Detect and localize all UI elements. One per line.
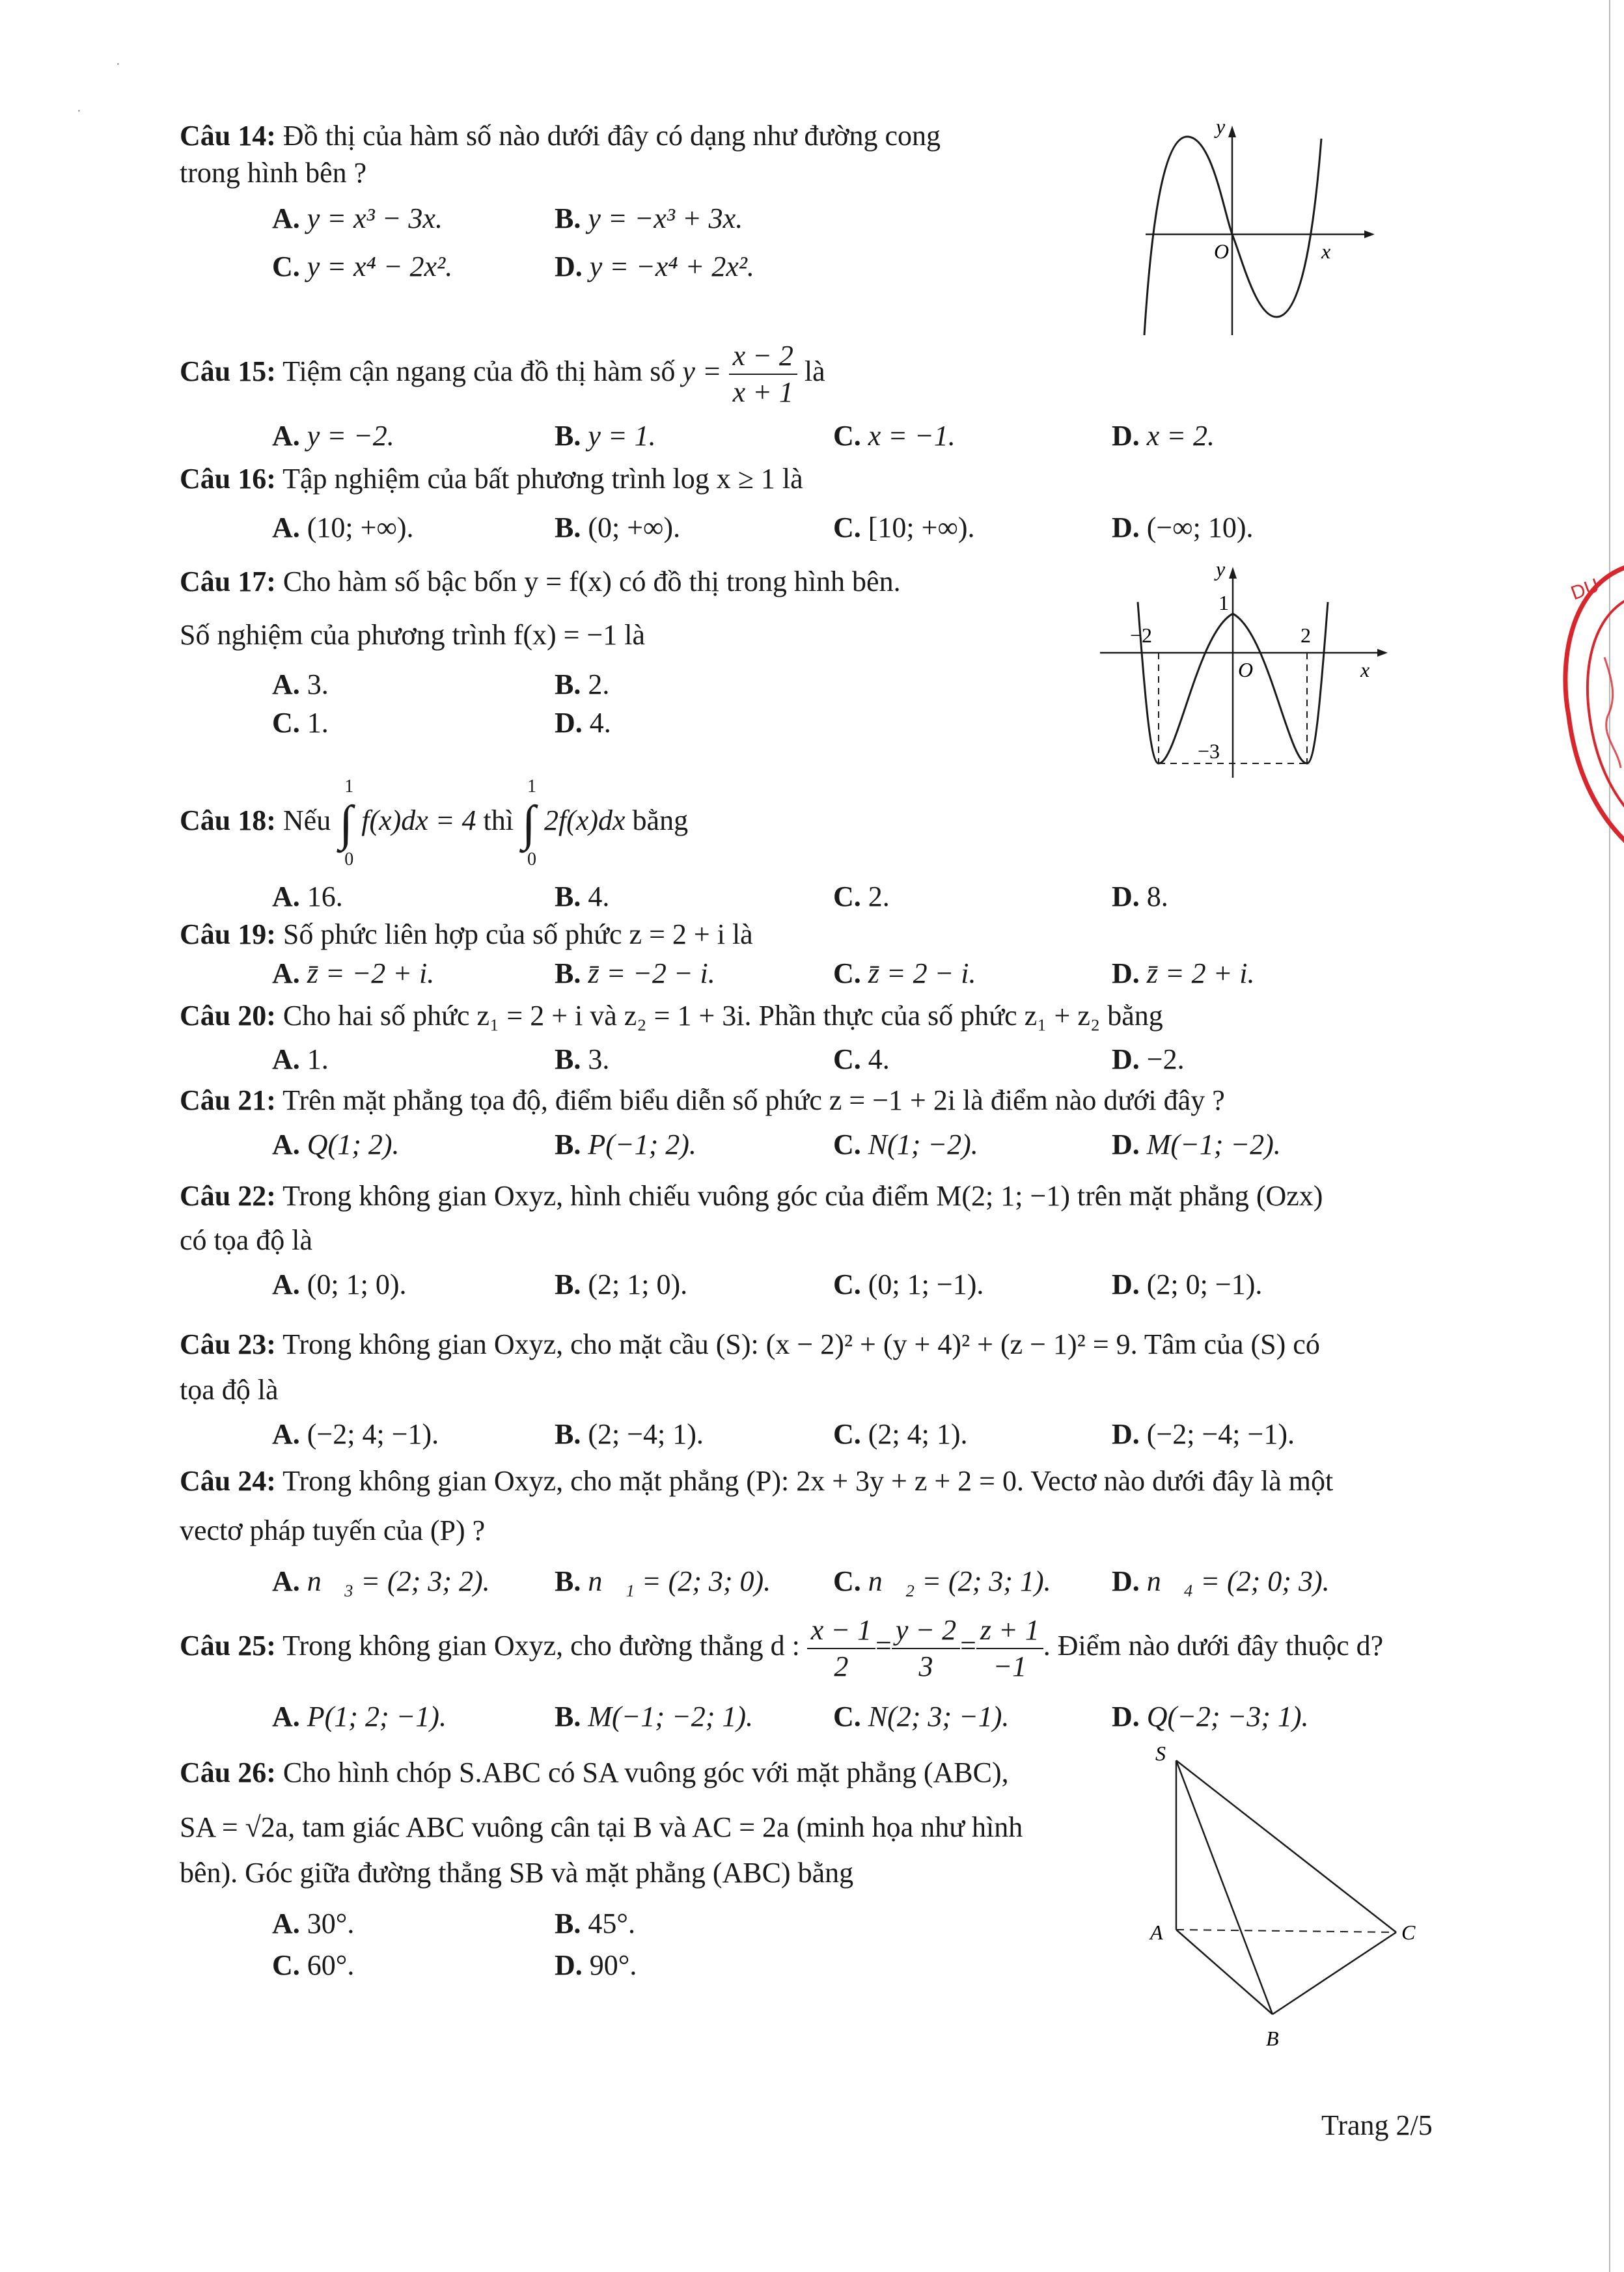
q23-label: Câu 23: xyxy=(180,1328,276,1360)
q14-option-c: C. y = x⁴ − 2x². xyxy=(272,251,453,282)
q17-option-d: D. 4. xyxy=(555,707,611,739)
q20-option-d: D. −2. xyxy=(1112,1043,1185,1075)
q14-text: Đồ thị của hàm số nào dưới đây có dạng như đường cong xyxy=(282,120,941,152)
q24-option-a: A. n⃗₃ = (2; 3; 2). xyxy=(272,1565,490,1597)
q17-option-c: C. 1. xyxy=(272,707,329,739)
q24-option-d: D. n⃗₄ = (2; 0; 3). xyxy=(1112,1565,1330,1597)
q25-fraction-3: $\frac{z + 1}{-1}$ xyxy=(976,1613,1043,1684)
q14-x-label: x xyxy=(1321,240,1331,263)
q18-option-c: C. 2. xyxy=(833,881,890,912)
q18-option-a: A. 16. xyxy=(272,881,343,912)
q26-option-b: B. 45°. xyxy=(555,1908,635,1939)
q24-label: Câu 24: xyxy=(180,1465,276,1497)
q25-option-b: B. M(−1; −2; 1). xyxy=(555,1701,754,1732)
q16-option-b: B. (0; +∞). xyxy=(555,512,681,543)
edge-BC xyxy=(1273,1932,1396,2014)
q22-stem-line2: có tọa độ là xyxy=(180,1224,313,1256)
q24-stem-line2: vectơ pháp tuyến của (P) ? xyxy=(180,1514,486,1546)
q15-option-a: A. y = −2. xyxy=(272,420,394,452)
q23-option-c: C. (2; 4; 1). xyxy=(833,1418,968,1450)
q14-option-a: A. y = x³ − 3x. xyxy=(272,202,443,234)
q20-option-a: A. 1. xyxy=(272,1043,329,1075)
page-edge-line xyxy=(1609,0,1610,2272)
edge-AB xyxy=(1176,1930,1273,2014)
q21-option-b: B. P(−1; 2). xyxy=(555,1129,696,1160)
q23-option-a: A. (−2; 4; −1). xyxy=(272,1418,439,1450)
q22-option-d: D. (2; 0; −1). xyxy=(1112,1268,1263,1300)
q25-option-d: D. Q(−2; −3; 1). xyxy=(1112,1701,1309,1732)
q23-stem-line1: Câu 23: Trong không gian Oxyz, cho mặt cầu (S): (x − 2)² + (y + 4)² + (z − 1)² = 9. Tâm của (S) có xyxy=(180,1328,1320,1360)
q21-stem: Câu 21: Trên mặt phẳng tọa độ, điểm biểu diễn số phức z = −1 + 2i là điểm nào dưới đây ? xyxy=(180,1084,1225,1116)
red-stamp-fragment xyxy=(1556,560,1624,859)
q19-option-d: D. z̄ = 2 + i. xyxy=(1112,957,1255,989)
q20-option-b: B. 3. xyxy=(555,1043,610,1075)
q17-option-b: B. 2. xyxy=(555,668,610,700)
q22-option-a: A. (0; 1; 0). xyxy=(272,1268,407,1300)
q14-label: Câu 14: xyxy=(180,120,276,152)
scan-dot: · xyxy=(77,104,81,118)
vertex-S: S xyxy=(1155,1742,1166,1765)
q22-stem-line1: Câu 22: Trong không gian Oxyz, hình chiếu vuông góc của điểm M(2; 1; −1) trên mặt phẳng (Ozx) xyxy=(180,1180,1323,1212)
q18-option-d: D. 8. xyxy=(1112,881,1168,912)
q23-stem-line2: tọa độ là xyxy=(180,1374,279,1406)
q16-option-a: A. (10; +∞). xyxy=(272,512,414,543)
q24-option-b: B. n⃗₁ = (2; 3; 0). xyxy=(555,1565,771,1597)
q26-stem-line3: bên). Góc giữa đường thẳng SB và mặt phẳng (ABC) bằng xyxy=(180,1857,854,1889)
q16-label: Câu 16: xyxy=(180,463,276,495)
q14-option-b: B. y = −x³ + 3x. xyxy=(555,202,743,234)
q25-fraction-1: $\frac{x - 1}{2}$ xyxy=(807,1613,875,1684)
q14-origin-label: O xyxy=(1214,240,1230,263)
q26-pyramid-figure xyxy=(1136,1741,1422,2053)
y-axis-arrow xyxy=(1229,567,1237,579)
q14-stem-line2: trong hình bên ? xyxy=(180,157,367,189)
q26-stem-line1: Câu 26: Cho hình chóp S.ABC có SA vuông góc với mặt phẳng (ABC), xyxy=(180,1757,1009,1788)
q19-label: Câu 19: xyxy=(180,918,276,950)
vertex-C: C xyxy=(1401,1921,1416,1944)
q17-origin-label: O xyxy=(1238,658,1254,681)
q20-option-c: C. 4. xyxy=(833,1043,890,1075)
svg-text:DU: DU xyxy=(1568,574,1603,605)
q14-stem-line1 xyxy=(180,119,941,152)
page-number: Trang 2/5 xyxy=(1321,2109,1433,2141)
q19-option-c: C. z̄ = 2 − i. xyxy=(833,957,976,989)
q17-tick-minus2: −2 xyxy=(1130,623,1153,647)
q25-stem: Câu 25: Trong không gian Oxyz, cho đường thẳng d : $\frac{x - 1}{2}$ = $\frac{y - 2}{3}$ = $\frac{z + 1}{-1}$ . Điểm nào dưới đây thuộc d? xyxy=(180,1613,1383,1684)
q20-label: Câu 20: xyxy=(180,1000,276,1032)
q17-tick-2: 2 xyxy=(1301,623,1311,647)
q21-label: Câu 21: xyxy=(180,1084,276,1116)
q21-option-d: D. M(−1; −2). xyxy=(1112,1129,1281,1160)
q26-stem-line2: SA = √2a, tam giác ABC vuông cân tại B và AC = 2a (minh họa như hình xyxy=(180,1811,1023,1843)
q18-label: Câu 18: xyxy=(180,804,276,837)
y-axis-arrow xyxy=(1228,126,1236,137)
x-axis-arrow xyxy=(1377,649,1388,657)
q18-option-b: B. 4. xyxy=(555,881,610,912)
q17-x-label: x xyxy=(1360,658,1370,681)
q26-option-d: D. 90°. xyxy=(555,1949,637,1981)
scan-dot: · xyxy=(116,57,120,72)
q15-fraction: $\frac{x - 2}{x + 1}$ xyxy=(729,338,797,410)
edge-AC-hidden xyxy=(1176,1930,1396,1932)
q20-stem: Câu 20: Cho hai số phức z₁ = 2 + i và z₂ = 1 + 3i. Phần thực của số phức z₁ + z₂ bằng xyxy=(180,1000,1163,1032)
q17-y-label: y xyxy=(1216,557,1226,581)
q19-option-a: A. z̄ = −2 + i. xyxy=(272,957,435,989)
q21-option-c: C. N(1; −2). xyxy=(833,1129,978,1160)
q15-label: Câu 15: xyxy=(180,355,276,388)
q25-option-c: C. N(2; 3; −1). xyxy=(833,1701,1010,1732)
q19-stem: Câu 19: Số phức liên hợp của số phức z = 2 + i là xyxy=(180,918,753,950)
q16-option-c: C. [10; +∞). xyxy=(833,512,975,543)
q17-tick-minus3: −3 xyxy=(1198,739,1220,763)
q15-option-c: C. x = −1. xyxy=(833,420,956,452)
q21-option-a: A. Q(1; 2). xyxy=(272,1129,400,1160)
q16-stem: Câu 16: Tập nghiệm của bất phương trình log x ≥ 1 là xyxy=(180,463,803,495)
q15-option-d: D. x = 2. xyxy=(1112,420,1215,452)
q23-option-d: D. (−2; −4; −1). xyxy=(1112,1418,1295,1450)
q16-option-d: D. (−∞; 10). xyxy=(1112,512,1254,543)
q23-option-b: B. (2; −4; 1). xyxy=(555,1418,704,1450)
q17-label: Câu 17: xyxy=(180,566,276,597)
q25-fraction-2: $\frac{y - 2}{3}$ xyxy=(892,1613,960,1684)
q17-stem-line2: Số nghiệm của phương trình f(x) = −1 là xyxy=(180,619,646,651)
q14-option-d: D. y = −x⁴ + 2x². xyxy=(555,251,754,282)
q15-option-b: B. y = 1. xyxy=(555,420,656,452)
x-axis-arrow xyxy=(1364,230,1375,238)
q26-label: Câu 26: xyxy=(180,1757,276,1788)
q17-stem-line1: Câu 17: Cho hàm số bậc bốn y = f(x) có đồ thị trong hình bên. xyxy=(180,566,901,597)
q17-tick-1: 1 xyxy=(1218,591,1229,614)
q26-option-a: A. 30°. xyxy=(272,1908,355,1939)
q18-stem: Câu 18: Nếu 1 ∫ 0 f(x)dx = 4 thì 1 ∫ 0 2f(x)dx bằng xyxy=(180,776,689,869)
q14-y-label: y xyxy=(1216,115,1226,138)
q15-stem: Câu 15: Tiệm cận ngang của đồ thị hàm số y = $\frac{x - 2}{x + 1}$ là xyxy=(180,338,825,410)
q19-option-b: B. z̄ = −2 − i. xyxy=(555,957,715,989)
q24-stem-line1: Câu 24: Trong không gian Oxyz, cho mặt phẳng (P): 2x + 3y + z + 2 = 0. Vectơ nào dưới đây là một xyxy=(180,1465,1334,1497)
vertex-A: A xyxy=(1150,1921,1163,1944)
q25-option-a: A. P(1; 2; −1). xyxy=(272,1701,447,1732)
q17-graph xyxy=(1094,556,1406,778)
q17-option-a: A. 3. xyxy=(272,668,329,700)
q26-option-c: C. 60°. xyxy=(272,1949,355,1981)
integral-sign-1: 1 ∫ 0 xyxy=(339,776,354,869)
q22-option-c: C. (0; 1; −1). xyxy=(833,1268,984,1300)
vertex-B: B xyxy=(1266,2027,1279,2050)
q24-option-c: C. n⃗₂ = (2; 3; 1). xyxy=(833,1565,1051,1597)
q14-graph xyxy=(1133,114,1380,342)
q22-label: Câu 22: xyxy=(180,1180,276,1212)
integral-sign-2: 1 ∫ 0 xyxy=(521,776,536,869)
q25-label: Câu 25: xyxy=(180,1630,276,1662)
q22-option-b: B. (2; 1; 0). xyxy=(555,1268,688,1300)
